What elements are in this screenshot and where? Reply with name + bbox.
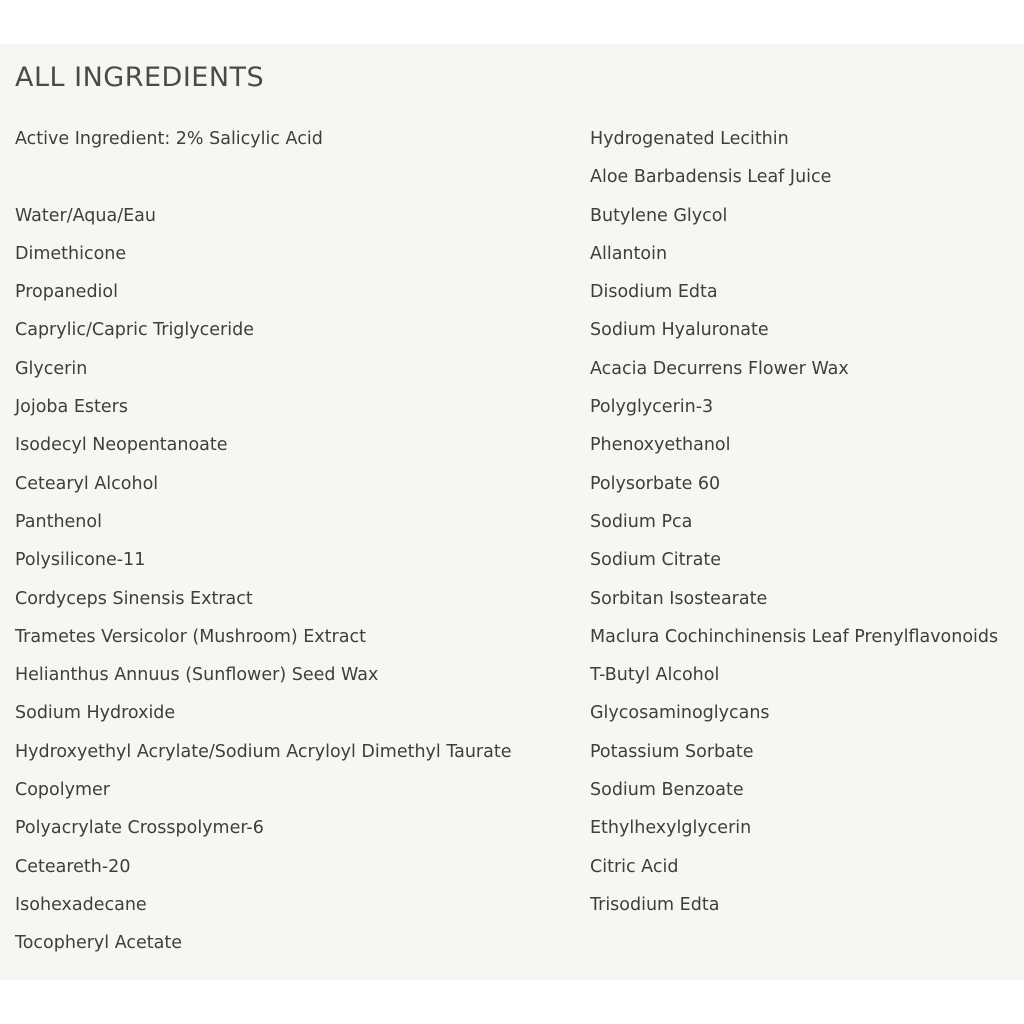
ingredient-item: Ethylhexylglycerin <box>590 818 752 839</box>
active-ingredient: Active Ingredient: 2% Salicylic Acid <box>15 129 323 149</box>
ingredient-item: Hydroxyethyl Acrylate/Sodium Acryloyl Dimethyl Taurate <box>15 741 512 762</box>
ingredient-item: Phenoxyethanol <box>590 435 731 456</box>
ingredients-left-column <box>15 120 575 963</box>
ingredient-item: Dimethicone <box>15 243 127 264</box>
ingredient-item: Water/Aqua/Eau <box>15 205 156 226</box>
ingredient-item: Aloe Barbadensis Leaf Juice <box>590 167 832 188</box>
ingredient-item: Butylene Glycol <box>590 205 728 226</box>
ingredient-item: Trisodium Edta <box>590 894 720 915</box>
ingredient-item: Caprylic/Capric Triglyceride <box>15 320 254 341</box>
ingredient-item: Sodium Pca <box>590 511 693 532</box>
ingredients-right-column <box>590 120 1024 924</box>
ingredient-item: T-Butyl Alcohol <box>590 665 720 686</box>
ingredient-item: Glycerin <box>15 358 88 379</box>
ingredient-item: Hydrogenated Lecithin <box>590 129 789 149</box>
ingredient-item: Isodecyl Neopentanoate <box>15 435 228 456</box>
ingredient-item: Polyacrylate Crosspolymer-6 <box>15 818 264 839</box>
ingredient-item: Copolymer <box>15 780 110 801</box>
ingredient-item: Sodium Hydroxide <box>15 703 176 724</box>
ingredient-item: Maclura Cochinchinensis Leaf Prenylflavonoids <box>590 626 999 647</box>
ingredient-item: Disodium Edta <box>590 282 718 303</box>
ingredient-item: Allantoin <box>590 243 668 264</box>
ingredient-item: Jojoba Esters <box>15 397 128 418</box>
ingredient-item: Polyglycerin-3 <box>590 397 714 418</box>
ingredient-item: Panthenol <box>15 511 102 532</box>
ingredient-item: Isohexadecane <box>15 894 147 915</box>
ingredient-item: Glycosaminoglycans <box>590 703 770 724</box>
ingredient-item: Polysilicone-11 <box>15 550 146 571</box>
ingredient-item: Sodium Citrate <box>590 550 721 571</box>
ingredient-item: Propanediol <box>15 282 118 303</box>
ingredient-item: Potassium Sorbate <box>590 741 754 762</box>
ingredient-item: Citric Acid <box>590 856 679 877</box>
ingredient-item: Tocopheryl Acetate <box>15 933 182 954</box>
page-title: ALL INGREDIENTS <box>15 62 265 93</box>
ingredient-item: Helianthus Annuus (Sunflower) Seed Wax <box>15 665 379 686</box>
ingredient-item: Trametes Versicolor (Mushroom) Extract <box>15 626 366 647</box>
ingredient-item: Polysorbate 60 <box>590 473 721 494</box>
ingredient-item: Cetearyl Alcohol <box>15 473 159 494</box>
ingredients-panel <box>0 44 1024 980</box>
ingredient-item: Sodium Benzoate <box>590 780 744 801</box>
ingredient-item: Sodium Hyaluronate <box>590 320 769 341</box>
ingredient-item: Cordyceps Sinensis Extract <box>15 588 253 609</box>
ingredient-item: Sorbitan Isostearate <box>590 588 768 609</box>
ingredient-item: Ceteareth-20 <box>15 856 131 877</box>
ingredient-item: Acacia Decurrens Flower Wax <box>590 358 849 379</box>
